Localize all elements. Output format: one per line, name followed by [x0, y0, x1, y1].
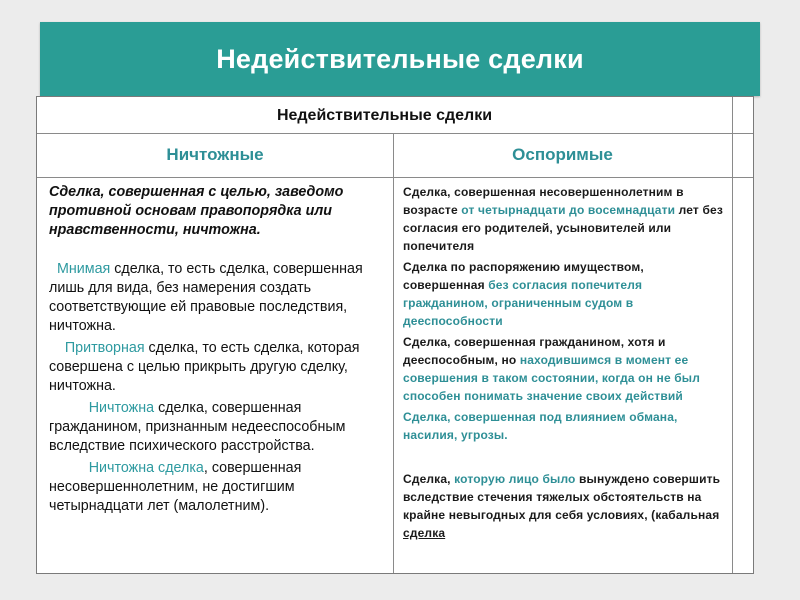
- column-header-voidable: Оспоримые: [512, 145, 613, 164]
- voidable-transactions-list: [403, 183, 723, 542]
- voidable-item-limited-capacity: Сделка по распоряжению имуществом, совершенная без согласия попечителя гражданином, ограниченным судом в дееспособности: [403, 260, 644, 328]
- column-divider: [393, 133, 394, 573]
- void-transactions-list: [49, 183, 389, 519]
- void-item-incapacitated: Ничтожна сделка, совершенная гражданином, признанным недееспособным вследствие психического расстройства.: [49, 400, 346, 454]
- voidable-item-fraud: Сделка, совершенная под влиянием обмана, насилия, угрозы.: [403, 410, 678, 442]
- void-item-sham: Мнимая сделка, то есть сделка, совершенная лишь для вида, без намерения создать соответствующие ей правовые последствия, ничтожна.: [49, 261, 363, 334]
- term-sham: Мнимая: [56, 261, 111, 277]
- voidable-item-bondage: Сделка, которую лицо было вынуждено совершить вследствие стечения тяжелых обстоятельств на крайне невыгодных для себя условиях, (кабальная сделка: [403, 472, 721, 540]
- voidable-item-incapable-state: Сделка, совершенная гражданином, хотя и дееспособным, но находившимся в момент ее совершения в таком состоянии, когда он не был способен понимать значение своих действий: [403, 335, 700, 403]
- table-divider: [37, 133, 753, 134]
- voidable-item-minor: Сделка, совершенная несовершеннолетним в возрасте от четырнадцати до восемнадцати лет без согласия его родителей, усыновителей или попечителя: [403, 185, 723, 253]
- term-pretended: Притворная: [64, 340, 145, 356]
- table-title: Недействительные сделки: [276, 107, 493, 124]
- column-divider: [732, 97, 733, 573]
- void-item-pretended: Притворная сделка, то есть сделка, которая совершена с целью прикрыть другую сделку, ничтожна.: [49, 340, 360, 394]
- page-title: Недействительные сделки: [216, 43, 584, 74]
- void-item-immoral: Сделка, совершенная с целью, заведомо противной основам правопорядка или нравственности, ничтожна.: [49, 184, 344, 238]
- void-item-minor: Ничтожна сделка, совершенная несовершеннолетним, не достигшим четырнадцати лет (малолетним).: [49, 460, 302, 514]
- term-void: Ничтожна: [88, 400, 155, 416]
- comparison-table: [36, 96, 754, 574]
- term-void-transaction: Ничтожна сделка: [88, 460, 204, 476]
- table-divider: [37, 177, 753, 178]
- title-banner: [40, 22, 760, 96]
- column-header-void: Ничтожные: [166, 145, 264, 164]
